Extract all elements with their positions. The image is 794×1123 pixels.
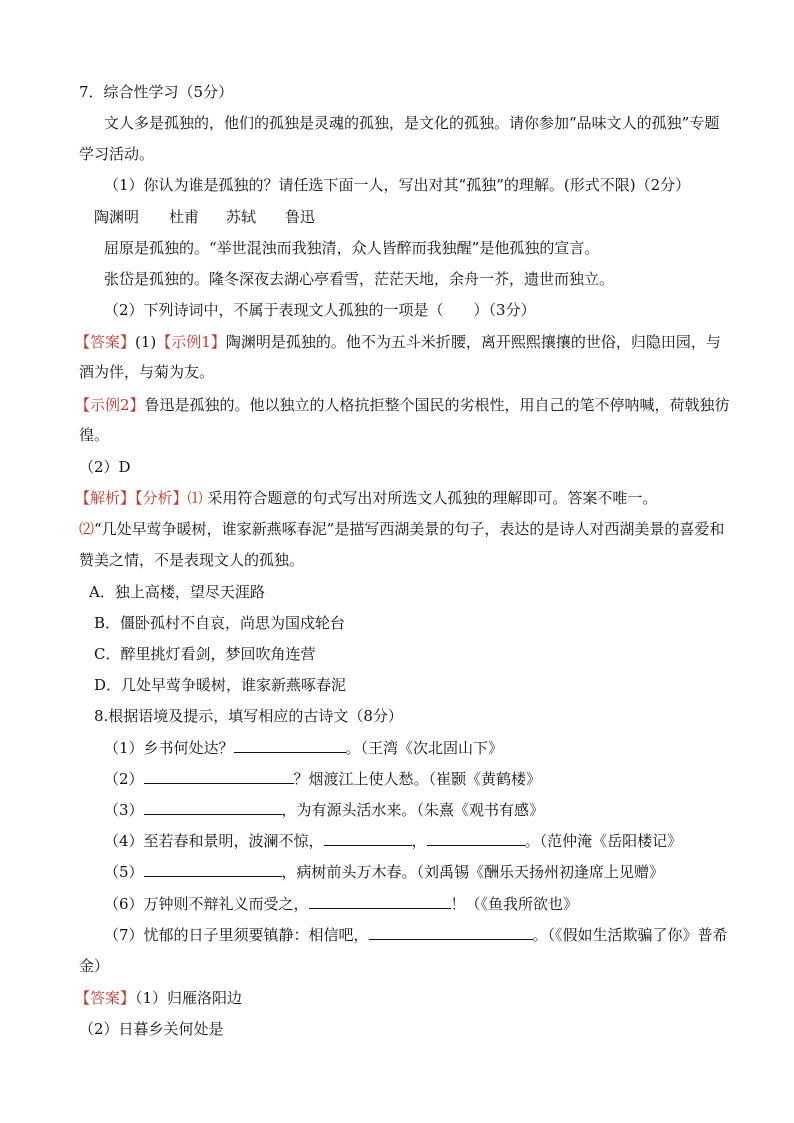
q8-item-5 (104, 862, 664, 882)
fill-blank-3[interactable] (144, 800, 282, 815)
q8-item-3 (104, 800, 544, 820)
q8-answer-tag: 【答案】 (75, 989, 136, 1007)
fill-blank-5[interactable] (144, 862, 282, 877)
q8-item-3-prefix: （3） (104, 801, 144, 819)
q7-title: 7．综合性学习（5分） (79, 83, 234, 101)
answer-example-1-cont: 酒为伴，与菊为友。 (79, 363, 215, 381)
q8-item-1-prefix: （1）乡书何处达？ (104, 739, 234, 757)
fill-blank-6[interactable] (309, 894, 451, 909)
option-b: B．僵卧孤村不自哀，尚思为国戍轮台 (94, 614, 346, 632)
q8-item-3-suffix: ，为有源头活水来。（朱熹《观书有感》 (281, 801, 545, 819)
analysis-2-cont: 赞美之情，不是表现文人的孤独。 (79, 551, 305, 569)
example-2-tag: 【示例2】 (75, 396, 145, 414)
option-d: D．几处早莺争暖树，谁家新燕啄春泥 (94, 676, 347, 694)
name-option-4: 鲁迅 (285, 208, 316, 226)
answer-example-1-text: 陶渊明是孤独的。他不为五斗米折腰，离开熙熙攘攘的世俗，归隐田园，与 (225, 333, 721, 351)
q7-example-2: 张岱是孤独的。隆冬深夜去湖心亭看雪，茫茫天地，余舟一芥，遗世而独立。 (104, 270, 615, 288)
analysis-1-number: ⑴ (187, 489, 203, 507)
q8-item-6 (104, 894, 578, 914)
fill-blank-4b[interactable] (427, 831, 525, 846)
fill-blank-4a[interactable] (324, 831, 412, 846)
q8-item-7-cont: 金） (79, 957, 110, 975)
q7-intro-line2: 学习活动。 (79, 145, 155, 163)
analysis-2-number: ⑵ (79, 520, 95, 538)
name-option-2: 杜甫 (169, 208, 200, 226)
q8-item-2-prefix: （2） (104, 770, 144, 788)
analysis-tag: 【解析】 (75, 489, 136, 507)
q8-item-4-suffix: 。（范仲淹《岳阳楼记》 (524, 832, 683, 850)
q7-sub1-prompt: （1）你认为谁是孤独的？请任选下面一人，写出对其“孤独”的理解。(形式不限)（2分） (104, 176, 691, 194)
fenxi-tag: 【分析】 (135, 489, 188, 507)
q8-answer-2: （2）日暮乡关何处是 (79, 1020, 224, 1038)
q8-item-7-prefix: （7）忧郁的日子里须要镇静：相信吧， (104, 926, 369, 944)
answer-example-2-text: 鲁迅是孤独的。他以独立的人格抗拒整个国民的劣根性，用自己的笔不停呐喊，荷戟独彷 (144, 396, 730, 414)
fill-blank-2[interactable] (144, 769, 294, 784)
analysis-1-text: 采用符合题意的句式写出对所选文人孤独的理解即可。答案不唯一。 (202, 489, 658, 507)
q8-item-4 (104, 831, 682, 851)
option-a: A．独上高楼，望尽天涯路 (89, 583, 265, 601)
name-option-1: 陶渊明 (94, 208, 140, 226)
fill-blank-7[interactable] (369, 925, 533, 940)
q7-intro-line1: 文人多是孤独的，他们的孤独是灵魂的孤独，是文化的孤独。请你参加“品味文人的孤独”专题 (104, 114, 720, 132)
q8-title: 8.根据语境及提示，填写相应的古诗文（8分） (94, 707, 403, 725)
analysis-line-1 (75, 488, 657, 508)
q8-item-7-suffix: 。（《假如生活欺骗了你》普希 (532, 926, 728, 944)
q8-item-1-suffix: 。（王湾《次北固山下》 (345, 739, 504, 757)
q8-item-5-suffix: ，病树前头万木春。（刘禹锡《酬乐天扬州初逢席上见赠》 (281, 863, 665, 881)
q8-item-7 (104, 925, 728, 945)
fill-blank-1[interactable] (234, 738, 346, 753)
answer-tag: 【答案】 (75, 333, 136, 351)
q8-item-5-prefix: （5） (104, 863, 144, 881)
q8-item-4-prefix: （4）至若春和景明，波澜不惊， (104, 832, 324, 850)
q8-answer-1: （1）归雁洛阳边 (135, 989, 243, 1007)
q8-item-2 (104, 769, 541, 789)
answer-part-number: (1) (135, 333, 157, 351)
answer-d: （2）D (79, 458, 131, 476)
example-1-tag: 【示例1】 (156, 333, 226, 351)
q8-answer-line-1 (75, 988, 242, 1008)
analysis-line-2 (79, 519, 724, 539)
analysis-2-text: “几处早莺争暖树，谁家新燕啄春泥”是描写西湖美景的句子，表达的是诗人对西湖美景的喜爱和 (94, 520, 725, 538)
option-c: C．醉里挑灯看剑，梦回吹角连营 (94, 645, 316, 663)
q8-item-2-suffix: ？烟渡江上使人愁。（崔颢《黄鹤楼》 (293, 770, 542, 788)
q7-sub2-prompt: （2）下列诗词中，不属于表现文人孤独的一项是（ ）（3分） (104, 301, 536, 319)
q7-example-1: 屈原是孤独的。“举世混浊而我独清，众人皆醉而我独醒”是他孤独的宣言。 (104, 239, 600, 257)
q8-item-6-prefix: （6）万钟则不辩礼义而受之， (104, 895, 309, 913)
q8-item-4-middle: ， (411, 832, 427, 850)
answer-line-2 (75, 395, 730, 415)
answer-example-2-cont: 徨。 (79, 426, 110, 444)
answer-line-1 (75, 332, 721, 352)
name-option-3: 苏轼 (226, 208, 257, 226)
q8-item-1 (104, 738, 503, 758)
q8-item-6-suffix: ！（《鱼我所欲也》 (450, 895, 579, 913)
